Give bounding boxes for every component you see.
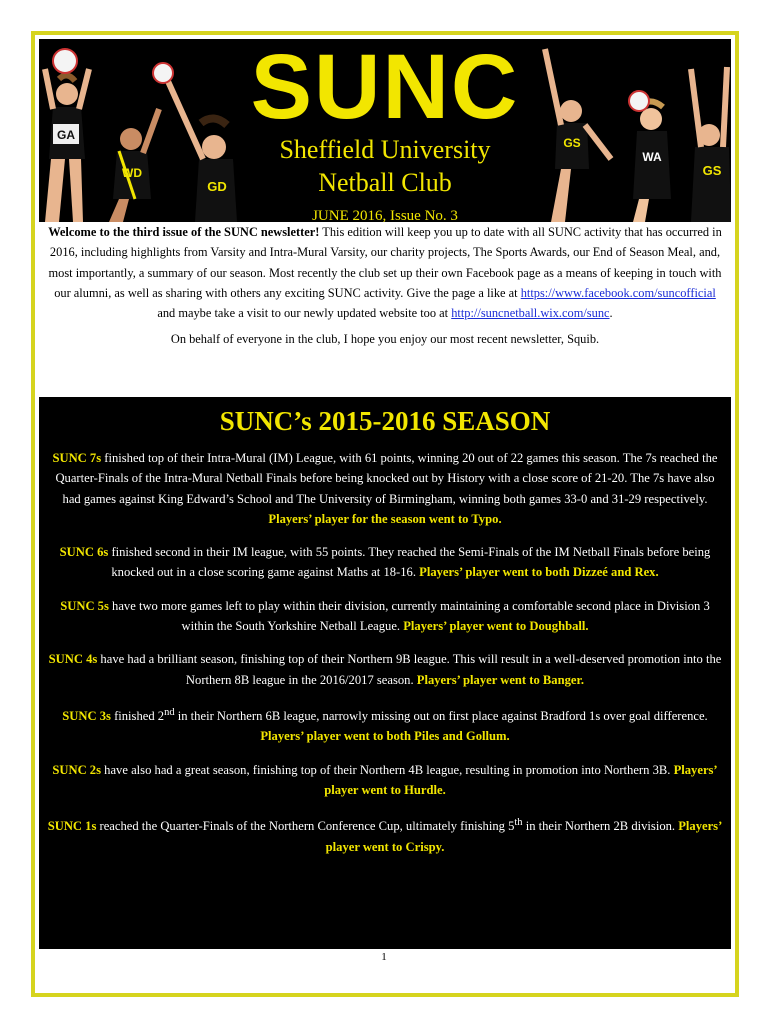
club-name-line-2: Netball Club	[318, 168, 452, 197]
team-name: SUNC 1s	[47, 819, 97, 834]
team-name: SUNC 2s	[52, 762, 102, 777]
welcome-text: This edition will keep you up to date with all SUNC activity that has occurred in 2016, including highlights from Varsity and Intra-Mural Varsity, our charity projects, The Sports Awards, our End of Season Meal, and, most importantly, a summary of our season. Most recently the club set up their own Facebook page as a means of keeping in touch with our alumni, as well as sharing with others any exciting SUNC activity. Give the page a like at	[48, 225, 722, 300]
team-summary-1s	[47, 813, 723, 857]
team-summary-6s	[47, 542, 723, 583]
facebook-link[interactable]: https://www.facebook.com/suncofficial	[520, 285, 716, 300]
team-text: finished top of their Intra-Mural (IM) League, with 61 points, winning 20 out of 22 games this season. The 7s reached the Quarter-Finals of the Intra-Mural Netball Finals before being knocked out by History with a close score of 21-20. The 7s have also had games against King Edward’s School and The University of Birmingham, winning both games 33-0 and 31-29 respectively.	[55, 451, 718, 506]
bib-gd: GD	[207, 179, 227, 194]
intro-section	[39, 222, 731, 350]
bib-ga: GA	[57, 128, 75, 142]
players-player-award: Players’ player went to Banger.	[416, 672, 585, 687]
team-text: in their Northern 2B division.	[522, 819, 679, 834]
sign-off-text: On behalf of everyone in the club, I hope you enjoy our most recent newsletter, Squib.	[170, 332, 600, 347]
team-summary-7s	[47, 448, 723, 529]
issue-date: JUNE 2016, Issue No. 3	[312, 208, 458, 222]
intro-period: .	[609, 306, 613, 321]
masthead-title: SUNC	[250, 39, 520, 138]
team-name: SUNC 3s	[62, 709, 111, 724]
players-player-award: Players’ player went to both Dizzeé and Rex.	[419, 565, 659, 580]
newsletter-banner	[39, 39, 731, 222]
players-player-award: Players’ player went to Hurdle.	[324, 762, 718, 798]
team-text: finished 2	[110, 709, 165, 724]
team-name: SUNC 7s	[52, 451, 102, 465]
season-heading: SUNC’s 2015-2016 SEASON	[219, 406, 551, 436]
bib-wa: WA	[642, 150, 662, 164]
team-text: have also had a great season, finishing top of their Northern 4B league, resulting in promotion into Northern 3B.	[101, 762, 674, 777]
team-name: SUNC 6s	[59, 545, 109, 560]
bib-gs-2: GS	[702, 163, 722, 178]
team-summary-5s	[47, 596, 723, 637]
intro-paragraph	[39, 222, 731, 323]
team-summary-2s	[47, 760, 723, 801]
welcome-heading: Welcome to the third issue of the SUNC newsletter!	[48, 225, 320, 239]
players-player-award: Players’ player went to Crispy.	[325, 819, 723, 854]
page-number: 1	[381, 951, 387, 963]
bib-gs-1: GS	[563, 136, 581, 150]
season-summary-section	[39, 397, 731, 949]
team-name: SUNC 5s	[60, 598, 109, 613]
club-name-line-1: Sheffield University	[279, 135, 491, 164]
team-text: have had a brilliant season, finishing top of their Northern 9B league. This will result in a well-deserved promotion into the Northern 8B league in the 2016/2017 season.	[97, 652, 722, 687]
website-link[interactable]: http://suncnetball.wix.com/sunc	[451, 306, 610, 321]
team-text: in their Northern 6B league, narrowly missing out on first place against Bradford 1s over goal difference.	[174, 709, 708, 724]
players-player-award: Players’ player went to both Piles and Gollum.	[260, 729, 510, 744]
ordinal-suffix: nd	[164, 706, 175, 718]
team-summary-4s	[47, 649, 723, 690]
masthead	[39, 39, 731, 222]
team-text: finished second in their IM league, with 55 points. They reached the Semi-Finals of the IM Netball Finals before being knocked out in a close scoring game against Maths at 18-16.	[108, 545, 711, 580]
bib-wd: WD	[122, 166, 142, 180]
team-text: have two more games left to play within their division, currently maintaining a comfortable second place in Division 3 within the South Yorkshire Netball League.	[108, 598, 710, 634]
page-border-frame	[31, 31, 739, 997]
team-summary-3s	[47, 703, 723, 747]
players-player-award: Players’ player for the season went to Typo.	[268, 511, 502, 526]
players-player-award: Players’ player went to Doughball.	[403, 619, 589, 634]
team-text: reached the Quarter-Finals of the Northern Conference Cup, ultimately finishing 5	[96, 819, 515, 834]
website-text: and maybe take a visit to our newly updated website too at	[157, 306, 452, 321]
ordinal-suffix: th	[514, 817, 523, 829]
team-name: SUNC 4s	[48, 652, 98, 667]
